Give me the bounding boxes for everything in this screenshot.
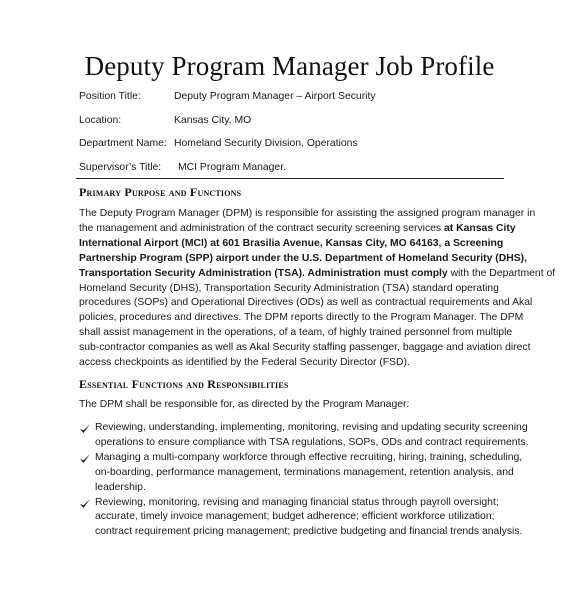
paragraph-line: procedures (SOPs) and Operational Directives (ODs) as well as contractual requirements and Akal bbox=[79, 297, 533, 309]
info-label: Location: bbox=[79, 115, 122, 126]
paragraph-line: sub-contractor companies as well as Akal Security staffing passenger, baggage and aviation direct bbox=[79, 342, 531, 354]
paragraph-line: Homeland Security (DHS), Transportation Security Administration (TSA) standard operating bbox=[79, 282, 499, 294]
checkmark-icon bbox=[79, 423, 91, 434]
checkmark-icon bbox=[79, 498, 91, 509]
responsibilities-intro: The DPM shall be responsible for, as directed by the Program Manager: bbox=[79, 399, 410, 410]
info-value: Deputy Program Manager – Airport Security bbox=[174, 91, 376, 102]
info-label: Supervisor’s Title: bbox=[79, 162, 162, 173]
info-label: Department Name: bbox=[79, 138, 167, 149]
section-heading-primary-purpose: Primary Purpose and Functions bbox=[79, 185, 242, 199]
section-heading-essential-functions: Essential Functions and Responsibilities bbox=[79, 377, 289, 391]
paragraph-line: The Deputy Program Manager (DPM) is responsible for assisting the assigned program manager in bbox=[79, 208, 536, 219]
list-item: Reviewing, monitoring, revising and managing financial status through payroll oversight; accurate, timely invoice management; budget adherence; efficient workforce utilization; contract requirement pricing management; predictive budgeting and financial trends analysis. bbox=[79, 496, 509, 541]
paragraph-line: shall assist management in the operations, of a team, of highly trained personnel from multiple bbox=[79, 327, 513, 339]
info-label: Position Title: bbox=[79, 91, 141, 102]
page-title: Deputy Program Manager Job Profile bbox=[84, 51, 495, 81]
paragraph-line: Partnership Program (SPP) airport under the U.S. Department of Homeland Security (DHS), bbox=[79, 252, 528, 264]
list-item: Reviewing, understanding, implementing, monitoring, revising and updating security screening operations to ensure compliance with TSA regulations, SOPs, ODs and contract requirements. bbox=[79, 421, 509, 451]
paragraph-line: policies, procedures and directives. The DPM reports directly to the Program Manager. The DPM bbox=[79, 312, 524, 324]
responsibilities-list bbox=[79, 421, 529, 540]
checkmark-icon bbox=[79, 453, 91, 464]
paragraph-line: International Airport (MCI) at 601 Brasilia Avenue, Kansas City, MO 64163, a Screening bbox=[79, 237, 504, 249]
list-item: Managing a multi-company workforce through effective recruiting, hiring, training, scheduling, on-boarding, performance management, terminations management, retention analysis, and leadership. bbox=[79, 451, 509, 496]
primary-purpose-paragraph bbox=[79, 207, 556, 371]
paragraph-line: access checkpoints as identified by the Federal Security Director (FSD). bbox=[79, 357, 410, 369]
paragraph-line: Transportation Security Administration (TSA). Administration must comply with the Department of bbox=[79, 267, 556, 279]
info-value: Homeland Security Division, Operations bbox=[174, 138, 358, 149]
horizontal-divider bbox=[76, 178, 504, 179]
info-value: Kansas City, MO bbox=[174, 115, 252, 126]
info-value: MCI Program Manager. bbox=[178, 162, 286, 173]
paragraph-line: the management and administration of the contract security screening services at Kansas City bbox=[79, 222, 516, 234]
